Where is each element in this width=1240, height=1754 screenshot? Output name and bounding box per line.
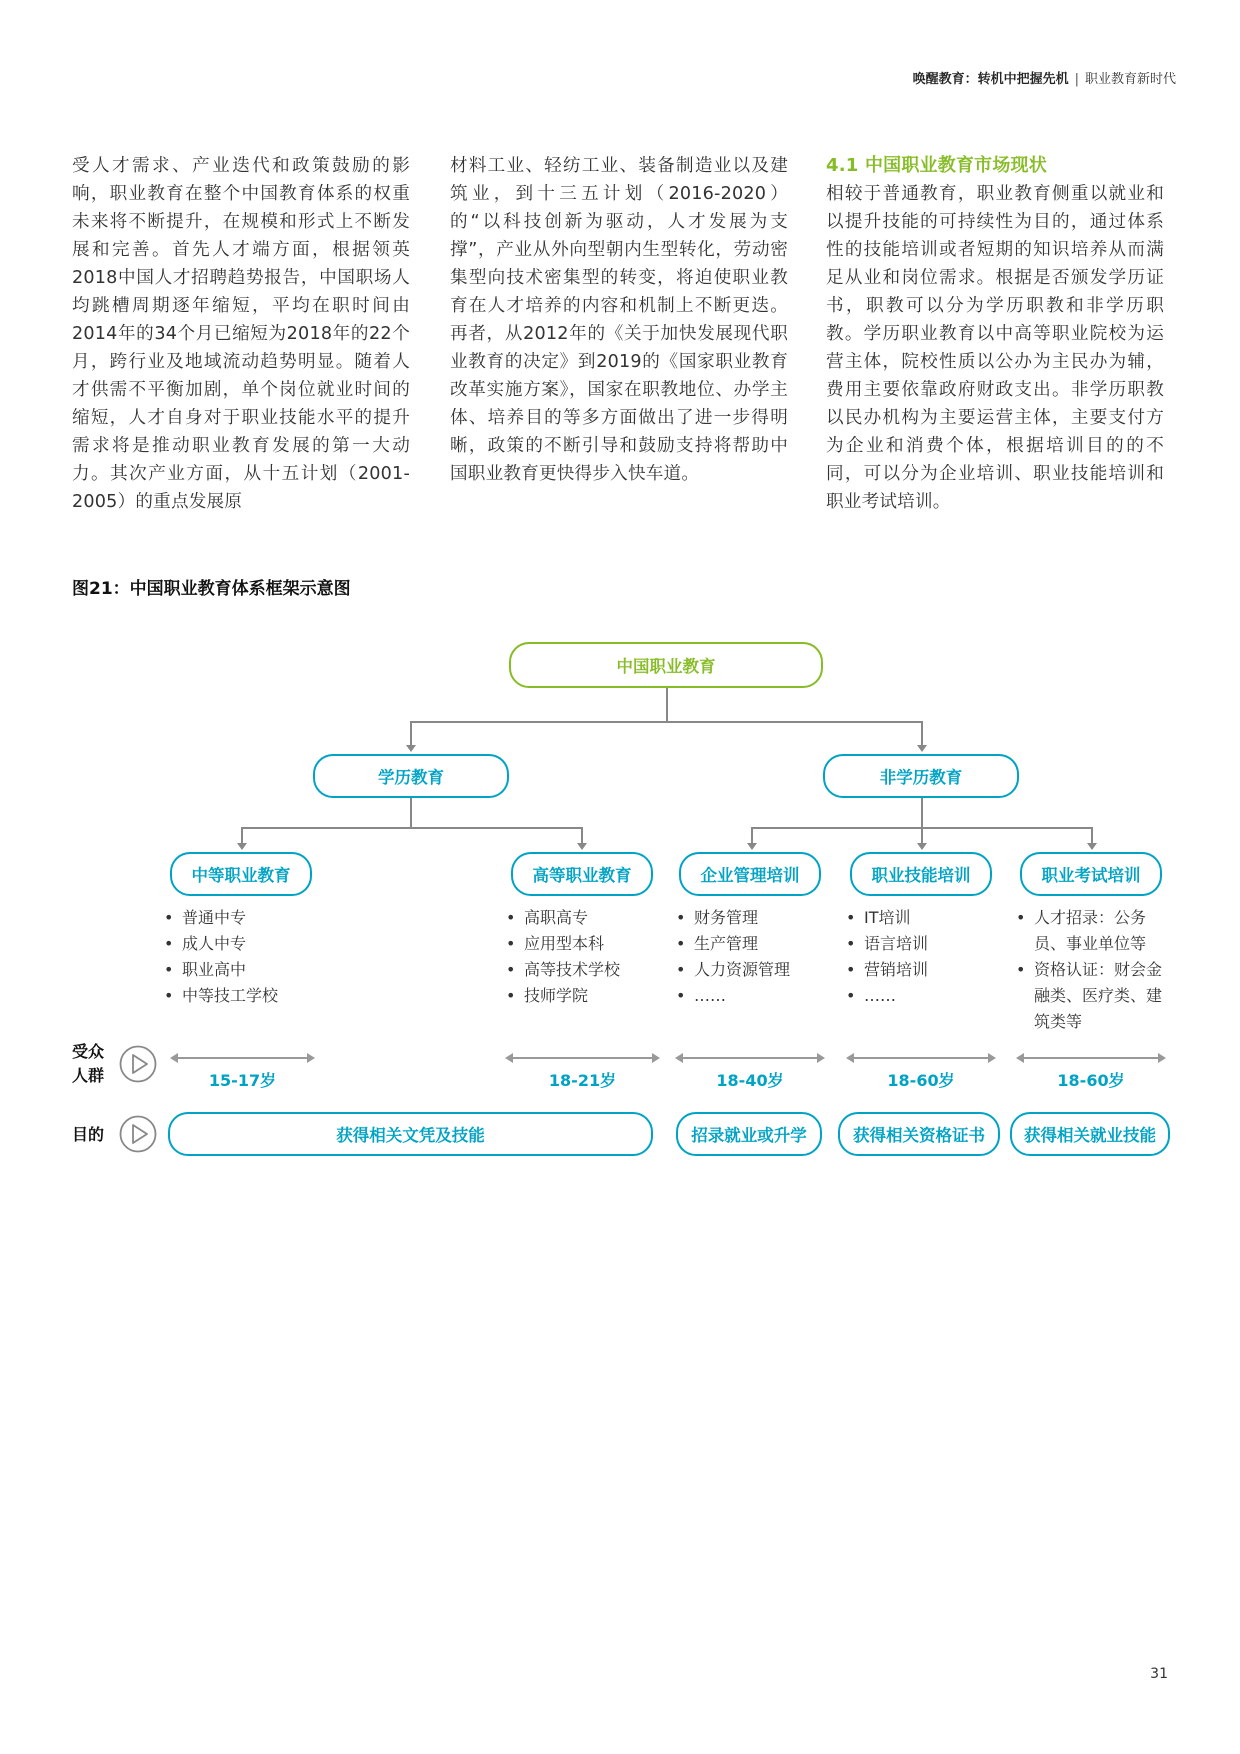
- node-vocational-skills-training: 职业技能培训: [850, 852, 992, 896]
- list-item: • 营销培训: [846, 957, 928, 983]
- paragraph: 材料工业、轻纺工业、装备制造业以及建筑业，到十三五计划（2016-2020）的“以科技创新为驱动，人才发展为支撑”，产业从外向型朝内生型转化，劳动密集型向技术密集型的转变，将迫使职业教育在人才培养的内容和机制上不断更迭。再者，从2012年的《关于加快发展现代职业教育的决定》到2019的《国家职业教育改革实施方案》，国家在职教地位、办学主体、培养目的等多方面做出了进一步得明晰，政策的不断引导和鼓励支持将帮助中国职业教育更快得步入快车道。: [450, 156, 788, 484]
- list-item: • 高等技术学校: [506, 957, 620, 983]
- list-item: • ……: [676, 983, 790, 1009]
- text-column-2: [450, 152, 788, 488]
- node-academic-education: 学历教育: [313, 754, 509, 798]
- play-circle-icon: [119, 1115, 157, 1153]
- age-range-arrow: [505, 1051, 660, 1065]
- list-item: • 成人中专: [164, 931, 278, 957]
- node-enterprise-management-training: 企业管理培训: [679, 852, 821, 896]
- node-secondary-vocational: 中等职业教育: [170, 852, 312, 896]
- play-circle-icon: [119, 1045, 157, 1083]
- purpose-enterprise: 招录就业或升学: [676, 1112, 822, 1156]
- purpose-skills: 获得相关资格证书: [838, 1112, 1000, 1156]
- age-label: 15-17岁: [208, 1071, 277, 1090]
- list-enterprise-management: [676, 905, 790, 1009]
- text-column-3: [826, 152, 1164, 516]
- paragraph: 相较于普通教育，职业教育侧重以就业和以提升技能的可持续性为目的，通过体系性的技能培训或者短期的知识培养从而满足从业和岗位需求。根据是否颁发学历证书，职教可以分为学历职教和非学历职教。学历职业教育以中高等职业院校为运营主体，院校性质以公办为主民办为辅，费用主要依靠政府财政支出。非学历职教以民办机构为主要运营主体，主要支付方为企业和消费个体，根据培训目的的不同，可以分为企业培训、职业技能培训和职业考试培训。: [826, 184, 1164, 512]
- list-item: • 语言培训: [846, 931, 928, 957]
- list-item: • 普通中专: [164, 905, 278, 931]
- paragraph: 受人才需求、产业迭代和政策鼓励的影响，职业教育在整个中国教育体系的权重未来将不断提升，在规模和形式上不断发展和完善。首先人才端方面，根据领英2018中国人才招聘趋势报告，中国职场人均跳槽周期逐年缩短，平均在职时间由2014年的34个月已缩短为2018年的22个月，跨行业及地域流动趋势明显。随着人才供需不平衡加剧，单个岗位就业时间的缩短，人才自身对于职业技能水平的提升需求将是推动职业教育发展的第一大动力。其次产业方面，从十五计划（2001-2005）的重点发展原: [72, 156, 410, 512]
- age-label: 18-60岁: [1057, 1071, 1125, 1090]
- page-number: 31: [1150, 1666, 1168, 1682]
- list-item: • 高职高专: [506, 905, 620, 931]
- list-item: • ……: [846, 983, 928, 1009]
- list-item: • 人才招录：公务员、事业单位等: [1016, 905, 1166, 957]
- list-vocational-exam: [1016, 905, 1166, 1035]
- age-label: 18-60岁: [887, 1071, 955, 1090]
- age-range-arrow: [170, 1051, 315, 1065]
- node-root: 中国职业教育: [509, 642, 823, 688]
- figure-title: 图21：中国职业教育体系框架示意图: [72, 579, 351, 599]
- purpose-label: 目的: [72, 1125, 105, 1144]
- purpose-academic: 获得相关文凭及技能: [168, 1112, 653, 1156]
- text-column-1: [72, 152, 410, 516]
- section-heading: 4.1 中国职业教育市场现状: [826, 155, 1047, 176]
- age-range-arrow: [675, 1051, 825, 1065]
- list-item: • 技师学院: [506, 983, 620, 1009]
- audience-label: 受众人群: [72, 1042, 105, 1085]
- age-range-arrow: [846, 1051, 996, 1065]
- age-label: 18-21岁: [548, 1071, 617, 1090]
- list-item: • 财务管理: [676, 905, 790, 931]
- list-item: • 应用型本科: [506, 931, 620, 957]
- list-item: • 人力资源管理: [676, 957, 790, 983]
- page-header: [913, 68, 1176, 87]
- header-separator: |: [1074, 72, 1079, 87]
- list-item: • 中等技工学校: [164, 983, 278, 1009]
- list-higher-vocational: [506, 905, 620, 1009]
- age-range-arrow: [1016, 1051, 1166, 1065]
- list-item: • IT培训: [846, 905, 928, 931]
- header-subtitle: 职业教育新时代: [1084, 72, 1176, 87]
- age-label: 18-40岁: [716, 1071, 784, 1090]
- list-item: • 生产管理: [676, 931, 790, 957]
- node-non-academic-education: 非学历教育: [823, 754, 1019, 798]
- node-higher-vocational: 高等职业教育: [511, 852, 653, 896]
- header-title: 唤醒教育：转机中把握先机: [912, 72, 1069, 87]
- list-item: • 资格认证：财会金融类、医疗类、建筑类等: [1016, 957, 1166, 1035]
- list-item: • 职业高中: [164, 957, 278, 983]
- list-secondary-vocational: [164, 905, 278, 1009]
- node-vocational-exam-training: 职业考试培训: [1020, 852, 1162, 896]
- list-vocational-skills: [846, 905, 928, 1009]
- purpose-exam: 获得相关就业技能: [1010, 1112, 1170, 1156]
